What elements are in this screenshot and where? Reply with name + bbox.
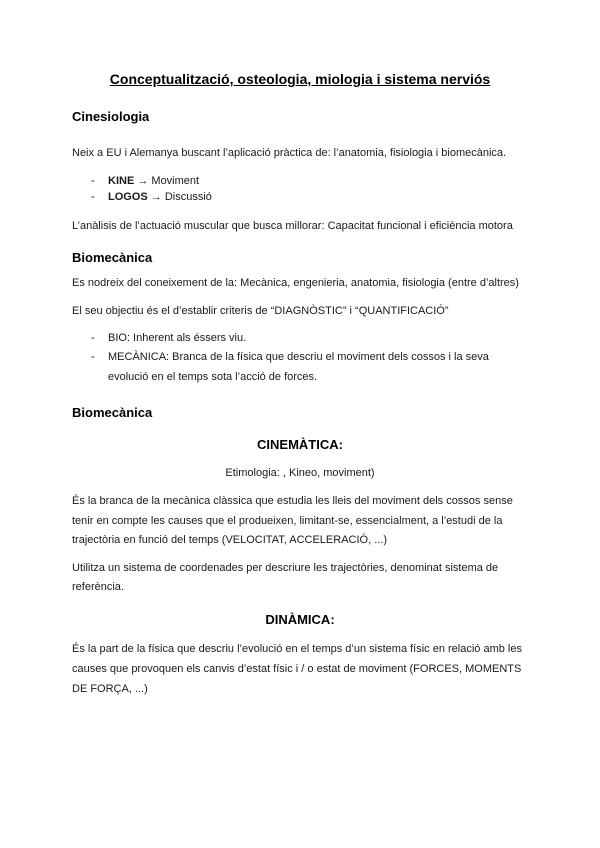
list-dash: - [91,332,95,344]
cinematica-etymology: Etimologia: , Kineo, moviment) [225,467,375,479]
etym-term: LOGOS [108,191,148,203]
dinamica-p-line3: DE FORÇA, ...) [72,683,148,695]
list-dash: - [91,191,95,203]
etym-item-kine [108,174,199,188]
etym-item-logos [108,190,212,204]
dinamica-p-line1: És la part de la física que descriu l’evolució en el temps d’un sistema físic en relació amb les [72,643,522,655]
cinematica-p1-line1: És la branca de la mecànica clàssica que estudia les lleis del moviment dels cossos sense [72,495,513,507]
cinematica-p2-line1: Utilitza un sistema de coordenades per descriure les trajectòries, denominat sistema de [72,562,499,574]
list-dash: - [91,351,95,363]
biomecanica-p1: Es nodreix del coneixement de la: Mecànica, engenieria, anatomia, fisiologia (entre d’altres) [72,277,519,289]
biomecanica-p2: El seu objectiu és el d’establir criteris de “DIAGNÒSTIC” i “QUANTIFICACIÓ” [72,305,449,317]
etym-meaning: Discussió [164,191,212,203]
cinesiologia-intro: Neix a EU i Alemanya buscant l’aplicació pràctica de: l’anatomia, fisiologia i biomecànica. [72,147,507,159]
cinematica-p1-line2: tenir en compte les causes que el produeixen, limitant-se, essencialment, a l’estudi de la [72,515,503,527]
etym-meaning: Moviment [151,175,200,187]
bullet-bio: BIO: Inherent als éssers viu. [108,332,247,344]
dinamica-p-line2: causes que provoquen els canvis d’estat físic i / o estat de moviment (FORCES, MOMENTS [72,663,522,675]
list-dash: - [91,175,95,187]
subheading-dinamica: DINÀMICA: [265,612,335,627]
section-heading-biomecanica: Biomecànica [72,250,153,265]
bullet-mecanica-line1: MECÀNICA: Branca de la física que descriu el moviment dels cossos i la seva [108,351,489,363]
bullet-mecanica-line2: evolució en el temps sota l’acció de forces. [108,371,318,383]
section-heading-cinesiologia: Cinesiologia [72,109,150,124]
page-title: Conceptualització, osteologia, miologia i sistema nerviós [109,71,491,87]
arrow-icon: → [134,175,152,187]
etym-term: KINE [108,175,135,187]
cinematica-p1-line3: trajectòria en funció del temps (VELOCITAT, ACCELERACIÓ, ...) [72,534,388,546]
arrow-icon: → [147,191,165,203]
cinematica-p2-line2: referència. [72,581,124,593]
subheading-cinematica: CINEMÀTICA: [257,437,343,452]
cinesiologia-analysis: L’anàlisis de l’actuació muscular que busca millorar: Capacitat funcional i eficiència motora [72,220,513,232]
section-heading-biomecanica-2: Biomecànica [72,405,153,420]
